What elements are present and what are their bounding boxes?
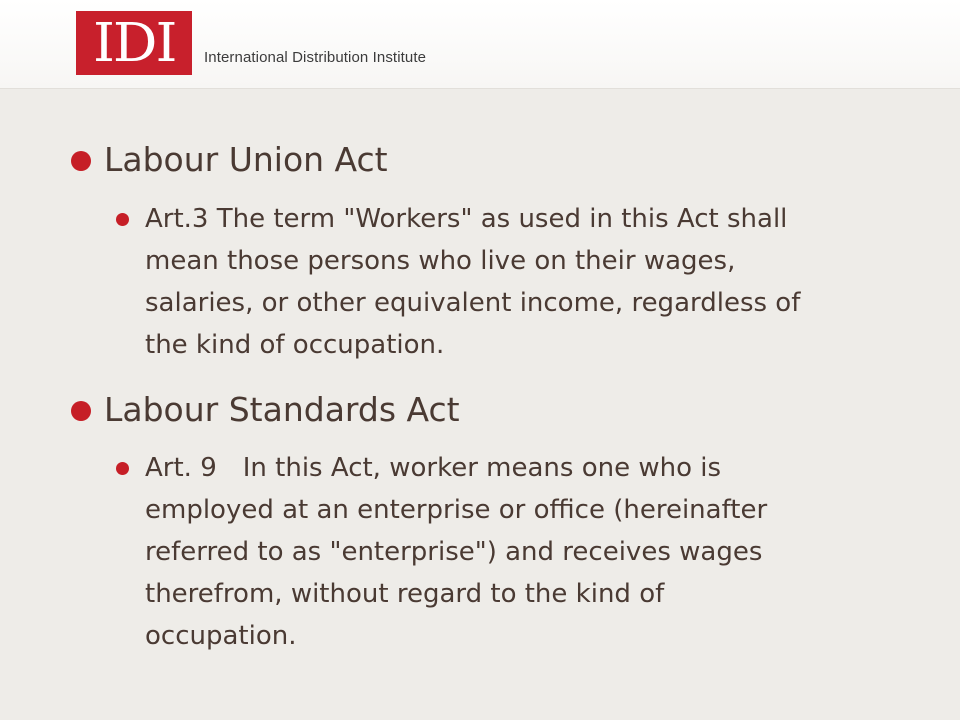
body-line: Art.3 The term "Workers" as used in this Act shall: [145, 204, 788, 234]
logo-text: IDI: [92, 12, 176, 74]
level2-bullet-icon: [116, 213, 129, 226]
header-bar: [0, 0, 960, 89]
section-body-labour-union-act: [145, 198, 925, 366]
level1-bullet-icon: [71, 401, 91, 421]
body-line: occupation.: [145, 621, 297, 651]
section-body-labour-standards-act: [145, 447, 925, 657]
body-line: salaries, or other equivalent income, regardless of: [145, 288, 801, 318]
level1-bullet-icon: [71, 151, 91, 171]
organization-name: International Distribution Institute: [204, 49, 427, 66]
body-line: therefrom, without regard to the kind of: [145, 579, 665, 609]
section-heading-labour-standards-act: Labour Standards Act: [104, 390, 460, 429]
body-line: employed at an enterprise or office (hereinafter: [145, 495, 768, 525]
body-line: mean those persons who live on their wages,: [145, 246, 736, 276]
body-line: the kind of occupation.: [145, 330, 445, 360]
body-line: Art. 9 In this Act, worker means one who is: [145, 453, 722, 483]
body-line: referred to as "enterprise") and receives wages: [145, 537, 763, 567]
section-heading-labour-union-act: Labour Union Act: [104, 140, 388, 179]
idi-logo: [76, 11, 192, 75]
level2-bullet-icon: [116, 462, 129, 475]
